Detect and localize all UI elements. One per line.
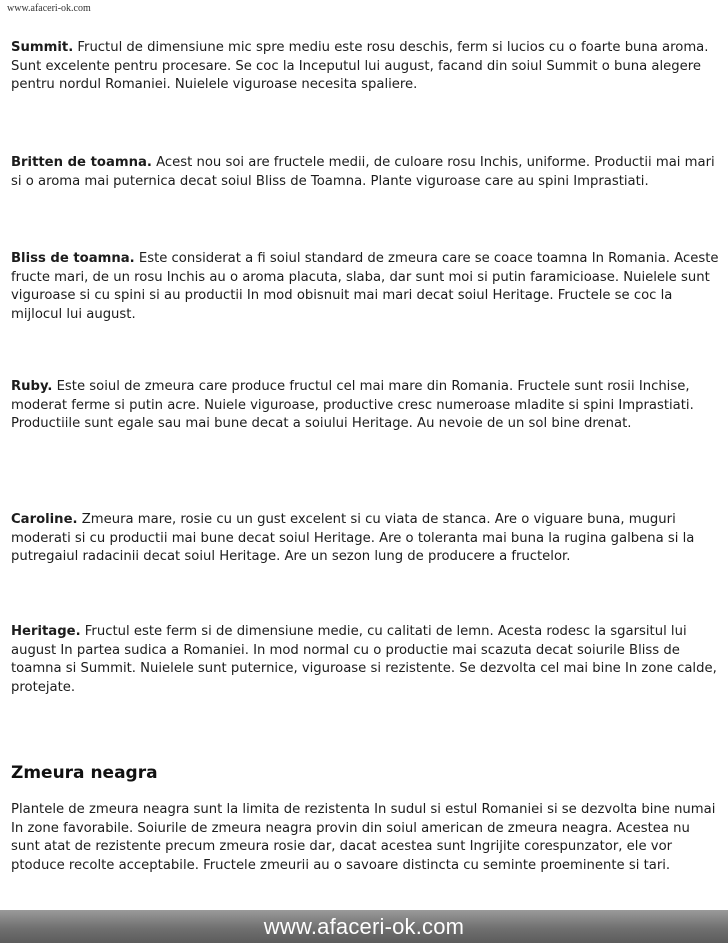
variety-description: Este soiul de zmeura care produce fructul cel mai mare din Romania. Fructele sunt rosii Inchise, moderat ferme si putin acre. Nuiele viguroase, productive cresc numeroase mladite si spini Imprastiati. Productiile sunt egale sau mai bune decat a soiului Heritage. Au nevoie de un sol bine drenat. <box>11 379 694 432</box>
variety-description: Zmeura mare, rosie cu un gust excelent si cu viata de stanca. Are o viguare buna, muguri moderati si cu productii mai bune decat soiul Heritage. Are o toleranta mai buna la rugina galbena si la putregaiul radacinii decat soiul Heritage. Are un sezon lung de producere a fructelor. <box>11 512 695 565</box>
variety-britten-de-toamna <box>11 154 719 191</box>
variety-name: Britten de toamna. <box>11 155 152 170</box>
variety-name: Caroline. <box>11 512 78 527</box>
header-url: www.afaceri-ok.com <box>7 3 91 14</box>
variety-name: Heritage. <box>11 624 81 639</box>
variety-description: Fructul este ferm si de dimensiune medie, cu calitati de lemn. Acesta rodesc la sgarsitul lui august In partea sudica a Romaniei. In mod normal cu o productie mai scazuta decat soiurile Bliss de toamna si Summit. Nuielele sunt puternice, viguroase si rezistente. Se dezvolta cel mai bine In zone calde, protejate. <box>11 624 717 695</box>
footer-brand: www.afaceri-ok.com <box>263 914 465 939</box>
section-text: Plantele de zmeura neagra sunt la limita de rezistenta In sudul si estul Romaniei si se dezvolta bine numai In zone favorabile. Soiurile de zmeura neagra provin din soiul american de zmeura neagra. Acestea nu sunt atat de rezistente precum zmeura rosie dar, dacat acestea sunt Ingrijite corespunzator, ele vor ptoduce recolte acceptabile. Fructele zmeurii au o savoare distincta cu seminte proeminente si tari. <box>11 802 716 873</box>
variety-name: Ruby. <box>11 379 53 394</box>
variety-bliss-de-toamna <box>11 250 719 324</box>
variety-caroline <box>11 511 719 567</box>
variety-summit <box>11 39 719 95</box>
variety-description: Acest nou soi are fructele medii, de culoare rosu Inchis, uniforme. Productii mai mari si o aroma mai puternica decat soiul Bliss de Toamna. Plante viguroase care au spini Imprastiati. <box>11 155 715 189</box>
footer-banner <box>0 910 728 943</box>
variety-name: Summit. <box>11 40 74 55</box>
variety-heritage <box>11 623 719 697</box>
variety-description: Fructul de dimensiune mic spre mediu este rosu deschis, ferm si lucios cu o foarte buna aroma. Sunt excelente pentru procesare. Se coc la Inceputul lui august, facand din soiul Summit o buna alegere pentru nordul Romaniei. Nuielele viguroase necesita spaliere. <box>11 40 709 93</box>
variety-description: Este considerat a fi soiul standard de zmeura care se coace toamna In Romania. Aceste fructe mari, de un rosu Inchis au o aroma placuta, slaba, dar sunt moi si putin faramicioase. Nuielele sunt viguroase si cu spini si au productii In mod obisnuit mai mari decat soiul Heritage. Fructele se coc la mijlocul lui august. <box>11 251 719 322</box>
variety-name: Bliss de toamna. <box>11 251 135 266</box>
section-title: Zmeura neagra <box>11 763 158 783</box>
variety-ruby <box>11 378 719 434</box>
